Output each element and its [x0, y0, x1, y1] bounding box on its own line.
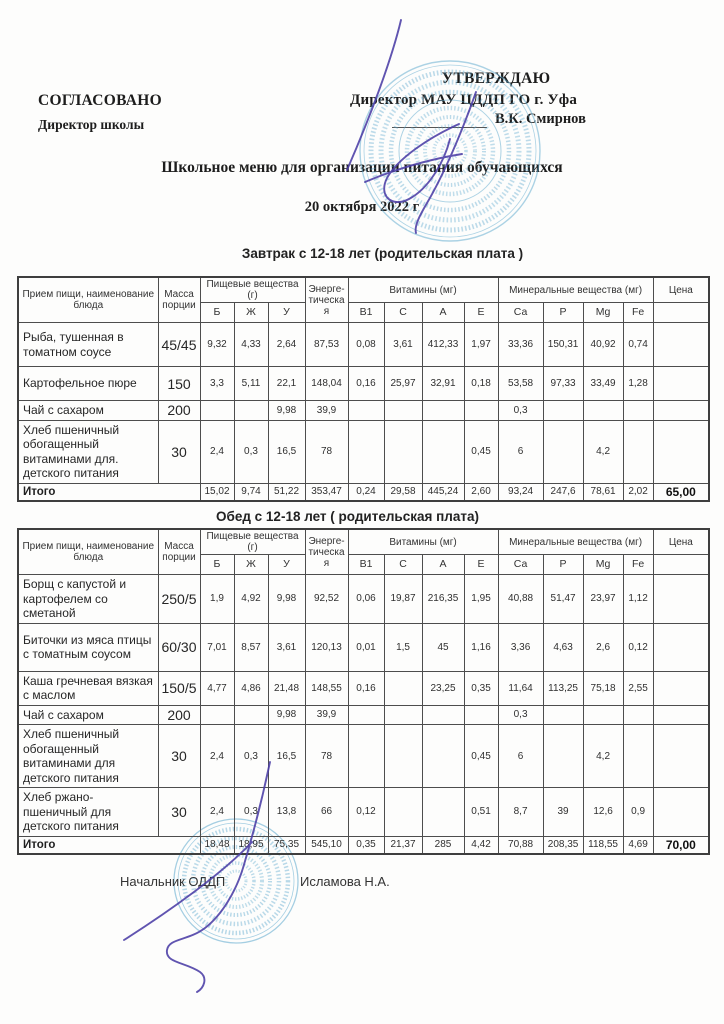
value-cell: 93,24: [498, 483, 543, 501]
value-cell: 0,45: [464, 420, 498, 483]
nutrients-group-header: Пищевые вещества (г): [200, 529, 305, 555]
value-cell: 1,12: [623, 575, 653, 624]
value-cell: [384, 671, 422, 705]
value-cell: [623, 725, 653, 788]
price-cell: [653, 420, 709, 483]
value-cell: 1,5: [384, 623, 422, 671]
value-cell: 23,97: [583, 575, 623, 624]
mass-cell: 250/5: [158, 575, 200, 624]
document-date: 20 октября 2022 г: [304, 199, 420, 215]
value-cell: [348, 420, 384, 483]
value-cell: 0,01: [348, 623, 384, 671]
dish-cell: Чай с сахаром: [18, 705, 158, 725]
value-cell: 18,48: [200, 836, 234, 854]
value-cell: 9,32: [200, 323, 234, 367]
price-column-header: Цена: [653, 529, 709, 555]
value-cell: 2,6: [583, 623, 623, 671]
value-cell: 3,3: [200, 367, 234, 401]
value-cell: 412,33: [422, 323, 464, 367]
value-cell: 2,4: [200, 420, 234, 483]
value-cell: 0,3: [234, 420, 268, 483]
value-cell: 33,36: [498, 323, 543, 367]
menu-row: [18, 575, 709, 624]
value-cell: [384, 788, 422, 837]
value-cell: 9,74: [234, 483, 268, 501]
value-cell: 92,52: [305, 575, 348, 624]
value-cell: [422, 788, 464, 837]
value-cell: 21,37: [384, 836, 422, 854]
value-cell: 2,4: [200, 788, 234, 837]
carbs-header: У: [268, 303, 305, 323]
iron-header: Fe: [623, 303, 653, 323]
value-cell: 4,86: [234, 671, 268, 705]
value-cell: [234, 705, 268, 725]
value-cell: [583, 705, 623, 725]
vitamin-c-header: С: [384, 303, 422, 323]
carbs-header: У: [268, 555, 305, 575]
value-cell: [623, 705, 653, 725]
value-cell: [200, 705, 234, 725]
value-cell: [384, 705, 422, 725]
value-cell: 2,02: [623, 483, 653, 501]
value-cell: [384, 725, 422, 788]
value-cell: [422, 401, 464, 421]
price-cell: [653, 671, 709, 705]
dish-cell: Биточки из мяса птицы с томатным соусом: [18, 623, 158, 671]
value-cell: 66: [305, 788, 348, 837]
value-cell: [583, 401, 623, 421]
director-label: Директор МАУ ЦДДП ГО г. Уфа: [350, 92, 578, 108]
mass-cell: 150/5: [158, 671, 200, 705]
minerals-group-header: Минеральные вещества (мг): [498, 529, 653, 555]
iron-header: Fe: [623, 555, 653, 575]
total-row: [18, 836, 709, 854]
approved-label: УТВЕРЖДАЮ: [441, 70, 551, 87]
mass-column-header: Масса порции: [158, 277, 200, 323]
value-cell: 0,18: [464, 367, 498, 401]
nutrients-group-header: Пищевые вещества (г): [200, 277, 305, 303]
dish-column-header: Прием пищи, наименование блюда: [18, 529, 158, 575]
dish-cell: Борщ с капустой и картофелем со сметаной: [18, 575, 158, 624]
price-cell: [653, 725, 709, 788]
value-cell: 8,7: [498, 788, 543, 837]
protein-header: Б: [200, 555, 234, 575]
dish-cell: Хлеб пшеничный обогащенный витаминами для детского питания: [18, 725, 158, 788]
lunch-table: [17, 528, 710, 855]
dish-cell: Каша гречневая вязкая с маслом: [18, 671, 158, 705]
mass-cell: 30: [158, 788, 200, 837]
dish-cell: Картофельное пюре: [18, 367, 158, 401]
value-cell: 148,55: [305, 671, 348, 705]
value-cell: 4,69: [623, 836, 653, 854]
value-cell: 9,98: [268, 705, 305, 725]
mass-cell: 200: [158, 401, 200, 421]
value-cell: [422, 420, 464, 483]
value-cell: 2,4: [200, 725, 234, 788]
value-cell: [422, 705, 464, 725]
value-cell: 113,25: [543, 671, 583, 705]
value-cell: 216,35: [422, 575, 464, 624]
total-row: [18, 483, 709, 501]
value-cell: 22,1: [268, 367, 305, 401]
value-cell: 0,51: [464, 788, 498, 837]
value-cell: [623, 420, 653, 483]
value-cell: [543, 401, 583, 421]
dish-cell: Чай с сахаром: [18, 401, 158, 421]
value-cell: [543, 705, 583, 725]
value-cell: [384, 401, 422, 421]
value-cell: 545,10: [305, 836, 348, 854]
value-cell: 4,63: [543, 623, 583, 671]
value-cell: 39,9: [305, 401, 348, 421]
vitamins-group-header: Витамины (мг): [348, 277, 498, 303]
footer-position-label: Начальник ОДДП: [120, 874, 226, 889]
breakfast-table: [17, 276, 710, 502]
minerals-group-header: Минеральные вещества (мг): [498, 277, 653, 303]
value-cell: 29,58: [384, 483, 422, 501]
phosphorus-header: Р: [543, 303, 583, 323]
value-cell: 75,35: [268, 836, 305, 854]
value-cell: 11,64: [498, 671, 543, 705]
value-cell: [464, 401, 498, 421]
value-cell: 0,16: [348, 671, 384, 705]
value-cell: 4,42: [464, 836, 498, 854]
value-cell: 0,35: [348, 836, 384, 854]
approval-left-block: [38, 92, 162, 133]
menu-row: [18, 623, 709, 671]
value-cell: [234, 401, 268, 421]
mass-cell: 200: [158, 705, 200, 725]
table-header-row: [18, 277, 709, 303]
menu-row: [18, 420, 709, 483]
value-cell: 1,16: [464, 623, 498, 671]
value-cell: 40,92: [583, 323, 623, 367]
value-cell: [348, 725, 384, 788]
value-cell: 13,8: [268, 788, 305, 837]
mass-cell: 30: [158, 420, 200, 483]
value-cell: 16,5: [268, 725, 305, 788]
value-cell: 9,98: [268, 575, 305, 624]
dish-cell: Рыба, тушенная в томатном соусе: [18, 323, 158, 367]
value-cell: 0,06: [348, 575, 384, 624]
value-cell: 51,22: [268, 483, 305, 501]
value-cell: 6: [498, 725, 543, 788]
lunch-caption: Обед с 12-18 лет ( родительская плата): [216, 509, 479, 524]
magnesium-header: Mg: [583, 555, 623, 575]
menu-row: [18, 323, 709, 367]
price-cell: 65,00: [653, 483, 709, 501]
price-column-header: Цена: [653, 277, 709, 303]
menu-row: [18, 401, 709, 421]
value-cell: 19,87: [384, 575, 422, 624]
value-cell: 0,45: [464, 725, 498, 788]
fat-header: Ж: [234, 555, 268, 575]
value-cell: 33,49: [583, 367, 623, 401]
energy-column-header: Энерге-тическая: [305, 529, 348, 575]
value-cell: 0,3: [498, 705, 543, 725]
price-cell: [653, 575, 709, 624]
mass-column-header: Масса порции: [158, 529, 200, 575]
fat-header: Ж: [234, 303, 268, 323]
price-subheader-empty: [653, 303, 709, 323]
vitamin-b1-header: В1: [348, 303, 384, 323]
value-cell: 9,98: [268, 401, 305, 421]
value-cell: 3,61: [384, 323, 422, 367]
calcium-header: Са: [498, 555, 543, 575]
approval-right-block: [350, 70, 642, 128]
price-cell: [653, 367, 709, 401]
value-cell: 118,55: [583, 836, 623, 854]
dish-cell: Хлеб пшеничный обогащенный витаминами для. детского питания: [18, 420, 158, 483]
phosphorus-header: Р: [543, 555, 583, 575]
value-cell: 0,3: [234, 788, 268, 837]
value-cell: 87,53: [305, 323, 348, 367]
value-cell: 12,6: [583, 788, 623, 837]
value-cell: 4,2: [583, 420, 623, 483]
value-cell: 15,02: [200, 483, 234, 501]
value-cell: 1,9: [200, 575, 234, 624]
value-cell: 445,24: [422, 483, 464, 501]
vitamin-e-header: Е: [464, 303, 498, 323]
vitamin-b1-header: В1: [348, 555, 384, 575]
value-cell: 97,33: [543, 367, 583, 401]
value-cell: 1,28: [623, 367, 653, 401]
price-subheader-empty: [653, 555, 709, 575]
value-cell: 70,88: [498, 836, 543, 854]
protein-header: Б: [200, 303, 234, 323]
value-cell: 0,35: [464, 671, 498, 705]
value-cell: [543, 725, 583, 788]
menu-row: [18, 788, 709, 837]
menu-row: [18, 705, 709, 725]
value-cell: 353,47: [305, 483, 348, 501]
value-cell: [464, 705, 498, 725]
value-cell: 16,5: [268, 420, 305, 483]
signature-line: [392, 112, 487, 128]
mass-cell: 60/30: [158, 623, 200, 671]
value-cell: 148,04: [305, 367, 348, 401]
value-cell: 78: [305, 725, 348, 788]
menu-row: [18, 725, 709, 788]
energy-column-header: Энерге-тическая: [305, 277, 348, 323]
menu-row: [18, 367, 709, 401]
vitamin-e-header: Е: [464, 555, 498, 575]
price-cell: [653, 788, 709, 837]
value-cell: 4,92: [234, 575, 268, 624]
value-cell: 51,47: [543, 575, 583, 624]
value-cell: 8,57: [234, 623, 268, 671]
value-cell: 0,3: [234, 725, 268, 788]
value-cell: [348, 705, 384, 725]
breakfast-caption: Завтрак с 12-18 лет (родительская плата ): [241, 246, 524, 261]
vitamin-a-header: А: [422, 555, 464, 575]
total-label-cell: Итого: [18, 836, 200, 854]
value-cell: 3,36: [498, 623, 543, 671]
value-cell: 3,61: [268, 623, 305, 671]
value-cell: 0,08: [348, 323, 384, 367]
value-cell: 4,77: [200, 671, 234, 705]
dish-column-header: Прием пищи, наименование блюда: [18, 277, 158, 323]
mass-cell: 45/45: [158, 323, 200, 367]
value-cell: 2,64: [268, 323, 305, 367]
dish-cell: Хлеб ржано-пшеничный для детского питания: [18, 788, 158, 837]
value-cell: 1,95: [464, 575, 498, 624]
value-cell: 18,95: [234, 836, 268, 854]
calcium-header: Са: [498, 303, 543, 323]
menu-row: [18, 671, 709, 705]
vitamins-group-header: Витамины (мг): [348, 529, 498, 555]
value-cell: 0,9: [623, 788, 653, 837]
value-cell: [200, 401, 234, 421]
mass-cell: 30: [158, 725, 200, 788]
signature-row: [350, 111, 642, 128]
value-cell: 75,18: [583, 671, 623, 705]
value-cell: 4,2: [583, 725, 623, 788]
price-cell: 70,00: [653, 836, 709, 854]
value-cell: 2,55: [623, 671, 653, 705]
magnesium-header: Mg: [583, 303, 623, 323]
total-label-cell: Итого: [18, 483, 200, 501]
value-cell: 0,12: [348, 788, 384, 837]
vitamin-a-header: А: [422, 303, 464, 323]
value-cell: [348, 401, 384, 421]
value-cell: 5,11: [234, 367, 268, 401]
value-cell: 32,91: [422, 367, 464, 401]
director-name: В.К. Смирнов: [495, 111, 586, 127]
price-cell: [653, 401, 709, 421]
value-cell: 1,97: [464, 323, 498, 367]
value-cell: 2,60: [464, 483, 498, 501]
value-cell: [623, 401, 653, 421]
value-cell: 208,35: [543, 836, 583, 854]
value-cell: [384, 420, 422, 483]
mass-cell: 150: [158, 367, 200, 401]
document-title: Школьное меню для организации питания обучающихся: [161, 159, 563, 176]
price-cell: [653, 705, 709, 725]
value-cell: 0,16: [348, 367, 384, 401]
footer-name-label: Исламова Н.А.: [300, 874, 390, 889]
value-cell: 39,9: [305, 705, 348, 725]
value-cell: 78: [305, 420, 348, 483]
value-cell: 0,74: [623, 323, 653, 367]
value-cell: 0,24: [348, 483, 384, 501]
value-cell: 21,48: [268, 671, 305, 705]
price-cell: [653, 323, 709, 367]
value-cell: [543, 420, 583, 483]
value-cell: 4,33: [234, 323, 268, 367]
value-cell: 285: [422, 836, 464, 854]
value-cell: 150,31: [543, 323, 583, 367]
vitamin-c-header: С: [384, 555, 422, 575]
value-cell: 6: [498, 420, 543, 483]
table-header-row: [18, 529, 709, 555]
agreed-label: СОГЛАСОВАНО: [38, 92, 162, 109]
value-cell: 0,12: [623, 623, 653, 671]
value-cell: 25,97: [384, 367, 422, 401]
value-cell: 120,13: [305, 623, 348, 671]
value-cell: 39: [543, 788, 583, 837]
value-cell: 23,25: [422, 671, 464, 705]
value-cell: 247,6: [543, 483, 583, 501]
value-cell: 45: [422, 623, 464, 671]
school-director-label: Директор школы: [38, 117, 145, 132]
value-cell: 40,88: [498, 575, 543, 624]
value-cell: 0,3: [498, 401, 543, 421]
price-cell: [653, 623, 709, 671]
value-cell: 53,58: [498, 367, 543, 401]
value-cell: [422, 725, 464, 788]
value-cell: 78,61: [583, 483, 623, 501]
value-cell: 7,01: [200, 623, 234, 671]
